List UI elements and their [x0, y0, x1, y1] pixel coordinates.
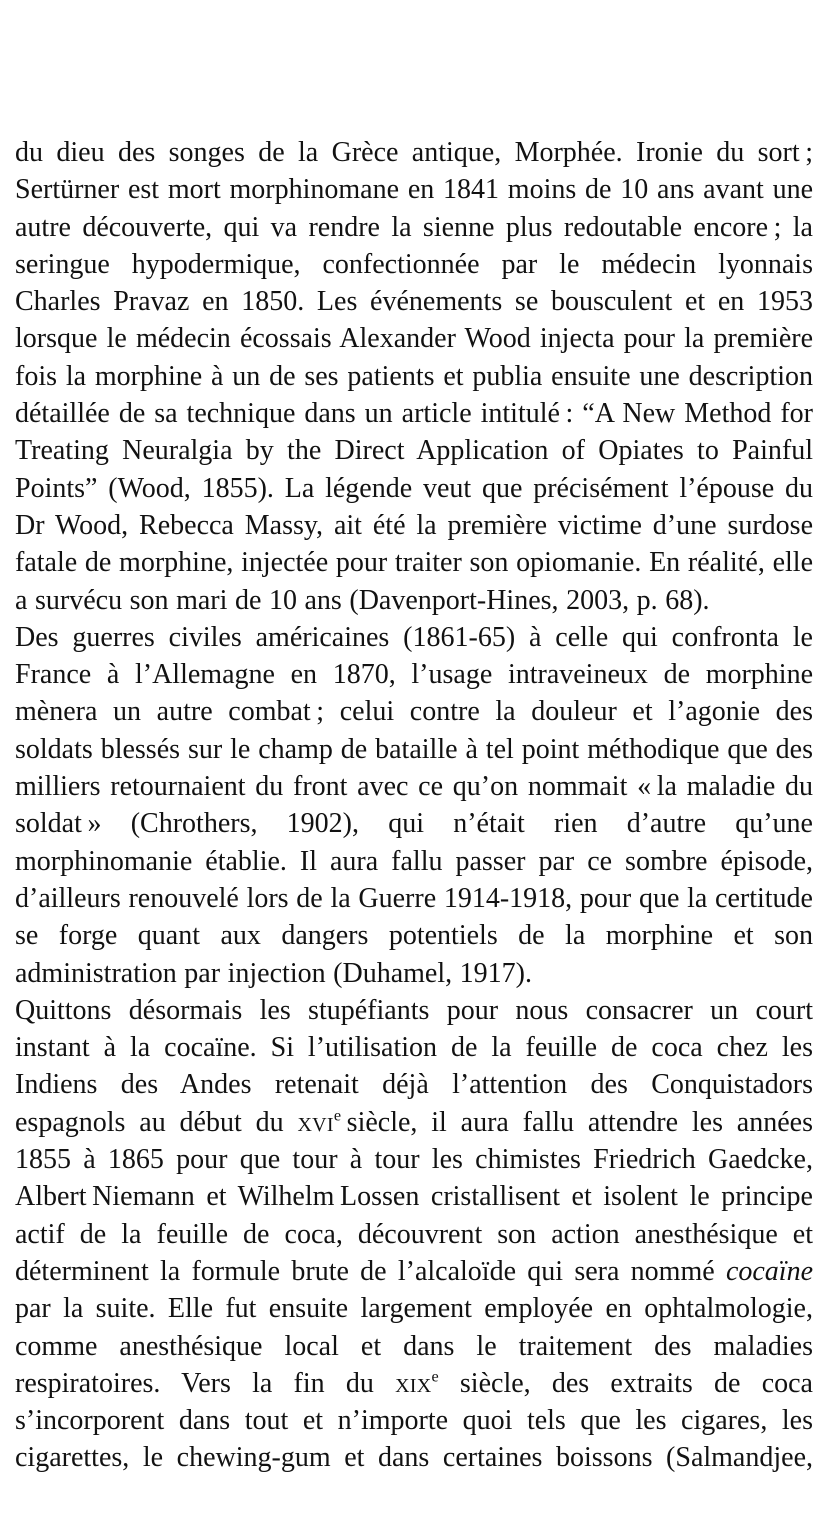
text-segment: siècle, des extraits de coca s’incorporent dans tout et n’importe quoi tels que les cigares, les cigarettes, le chewing-gum et dans certaines boissons (Salmandjee,	[15, 1367, 813, 1474]
text-segment: siècle, il aura fallu attendre les années 1855 à 1865 pour que tour à tour les chimistes Friedrich Gaedcke, Albert Niemann et Wilhelm Lossen cristallisent et isolent le principe actif de la feuille de coca, découvrent son action anesthésique et déterminent la formule brute de l’alcaloïde qui sera nommé	[15, 1106, 813, 1287]
paragraph	[15, 134, 813, 619]
text-segment: Des guerres civiles américaines (1861-65) à celle qui confronta le France à l’Allemagne en 1870, l’usage intraveineux de morphine mènera un autre combat ; celui contre la douleur et l’agonie des soldats blessés sur le champ de bataille à tel point méthodique que des milliers retournaient du front avec ce qu’on nommait « la maladie du soldat » (Chrothers, 1902), qui n’était rien d’autre qu’une morphinomanie établie. Il aura fallu passer par ce sombre épisode, d’ailleurs renouvelé lors de la Guerre 1914-1918, pour que la certitude se forge quant aux dangers potentiels de la morphine et son administration par injection (Duhamel, 1917).	[15, 621, 813, 989]
text-segment-sup: e	[333, 1106, 342, 1125]
text-segment-smallcaps: xvi	[297, 1106, 334, 1138]
text-segment: par la suite. Elle fut ensuite largement employée en ophtalmologie, comme anesthésique local et dans le traitement des maladies respiratoires. Vers la fin du	[15, 1293, 813, 1399]
text-block	[15, 134, 813, 1477]
text-segment: Quittons désormais les stupéfiants pour nous consacrer un court instant à la cocaïne. Si l’utilisation de la feuille de coca chez les Indiens des Andes retenait déjà l’attention des Conquistadors espagnols au début du	[15, 994, 813, 1138]
text-segment-sup: e	[431, 1367, 439, 1386]
paragraph	[15, 992, 813, 1477]
text-segment-smallcaps: xix	[395, 1367, 432, 1399]
text-segment: du dieu des songes de la Grèce antique, Morphée. Ironie du sort ; Sertürner est mort morphinomane en 1841 moins de 10 ans avant une autre découverte, qui va rendre la sienne plus redoutable encore ; la seringue hypodermique, confectionnée par le médecin lyonnais Charles Pravaz en 1850. Les événements se bousculent et en 1953 lorsque le médecin écossais Alexander Wood injecta pour la première fois la morphine à un de ses patients et publia ensuite une description détaillée de sa technique dans un article intitulé : “A New Method for Treating Neuralgia by the Direct Application of Opiates to Painful Points” (Wood, 1855). La légende veut que précisément l’épouse du Dr Wood, Rebecca Massy, ait été la première victime d’une surdose fatale de morphine, injectée pour traiter son opiomanie. En réalité, elle a survécu son mari de 10 ans (Davenport-Hines, 2003, p. 68).	[15, 137, 813, 616]
paragraph	[15, 619, 813, 992]
text-segment-italic: cocaïne	[725, 1255, 813, 1287]
